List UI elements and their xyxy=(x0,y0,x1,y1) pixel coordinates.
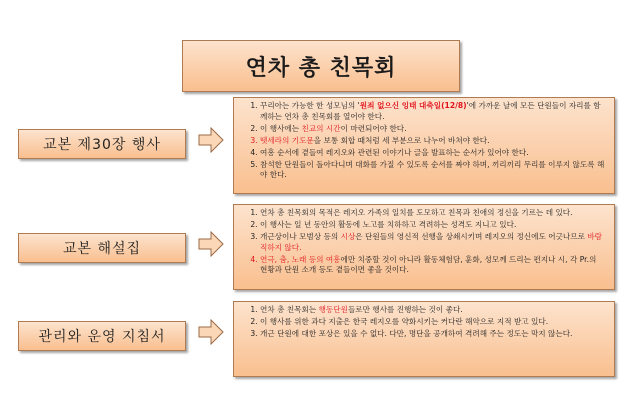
text-run: 이 행사는 일 년 동안의 활동에 노고를 치하하고 격려하는 성격도 지니고 있다. xyxy=(260,220,517,229)
text-run: 개근상이나 모범상 등의 xyxy=(260,232,341,241)
section-list-2 xyxy=(238,208,606,276)
text-run: 연차 총 친목회의 목적은 레지오 가족의 일치를 도모하고 친목과 친애의 정신을 기르는 데 있다. xyxy=(260,208,573,217)
list-item xyxy=(260,124,606,135)
text-run: 행동단원 xyxy=(318,305,348,314)
list-item xyxy=(260,329,606,340)
text-run: 참석한 단원들이 돌아다니며 대화를 가질 수 있도록 순서를 짜야 하며, 끼리끼리 무리를 이루지 않도록 해야 한다. xyxy=(260,159,605,179)
list-item xyxy=(260,220,606,231)
text-run: 에만 치중할 것이 아니라 활동체험담, 훈화, 성모께 드리는 편지나 시, 각 Pr.의 현황과 단원 소개 등도 곁들이면 좋을 것이다. xyxy=(260,254,597,274)
list-item xyxy=(260,136,606,147)
list-item xyxy=(260,208,606,219)
text-run: 꾸리아는 가능한 한 성모님의 ' xyxy=(260,101,360,110)
list-item xyxy=(260,232,606,253)
list-item xyxy=(260,160,606,181)
section-label-1: 교본 제30장 행사 xyxy=(18,129,186,159)
text-run: 뗏세라의 기도문 xyxy=(260,135,314,145)
list-item xyxy=(260,148,606,159)
list-item xyxy=(260,305,606,316)
text-run: 시상 xyxy=(340,232,356,241)
text-run: 여흥 순서에 곁들여 레지오와 관련된 이야기나 글을 발표하는 순서가 있어야 한다. xyxy=(260,147,529,157)
page-title: 연차 총 친목회 xyxy=(182,40,460,92)
section-list-3 xyxy=(238,305,606,340)
right-block-arrow-icon xyxy=(198,319,224,345)
text-run: 을 보통 회합 때처럼 세 부분으로 나누어 바쳐야 한다. xyxy=(313,135,490,145)
right-block-arrow-icon xyxy=(198,127,224,153)
section-panel-1 xyxy=(233,97,615,194)
text-run: 연극, 춤, 노래 등의 여흥 xyxy=(260,254,341,264)
list-item xyxy=(260,317,606,328)
section-list-1 xyxy=(238,101,606,181)
text-run: 개근 단원에 대한 포상은 있을 수 없다. 다만, 명단을 공개하여 격려해 주는 정도는 막지 않는다. xyxy=(260,329,573,338)
list-item xyxy=(260,101,606,122)
right-block-arrow-icon xyxy=(198,231,224,257)
section-panel-3 xyxy=(233,301,615,377)
text-run: 들로만 행사를 진행하는 것이 좋다. xyxy=(347,305,463,314)
section-label-2: 교본 해설집 xyxy=(18,233,186,263)
section-label-3: 관리와 운영 지침서 xyxy=(18,321,186,351)
text-run: '에 가까운 날에 모든 단원들이 자리를 함께하는 연차 총 친목회를 열어야 한다. xyxy=(260,101,601,121)
text-run: 바람직하지 않다. xyxy=(260,232,602,252)
text-run: 이 행사에는 xyxy=(260,123,302,133)
text-run: 이 행사를 위한 과다 지출은 한국 레지오를 약화시키는 커다란 해악으로 지적 받고 있다. xyxy=(260,317,549,326)
text-run: 원죄 없으신 잉태 대축일(12/8) xyxy=(359,101,467,110)
text-run: 이 마련되어야 한다. xyxy=(340,123,407,133)
text-run: 은 단원들의 영신적 선행을 상쇄시키며 레지오의 정신에도 어긋나므로 xyxy=(355,232,588,241)
text-run: 친교의 시간 xyxy=(301,123,341,133)
section-panel-2 xyxy=(233,204,615,290)
list-item xyxy=(260,255,606,276)
text-run: 연차 총 친목회는 xyxy=(260,305,319,314)
